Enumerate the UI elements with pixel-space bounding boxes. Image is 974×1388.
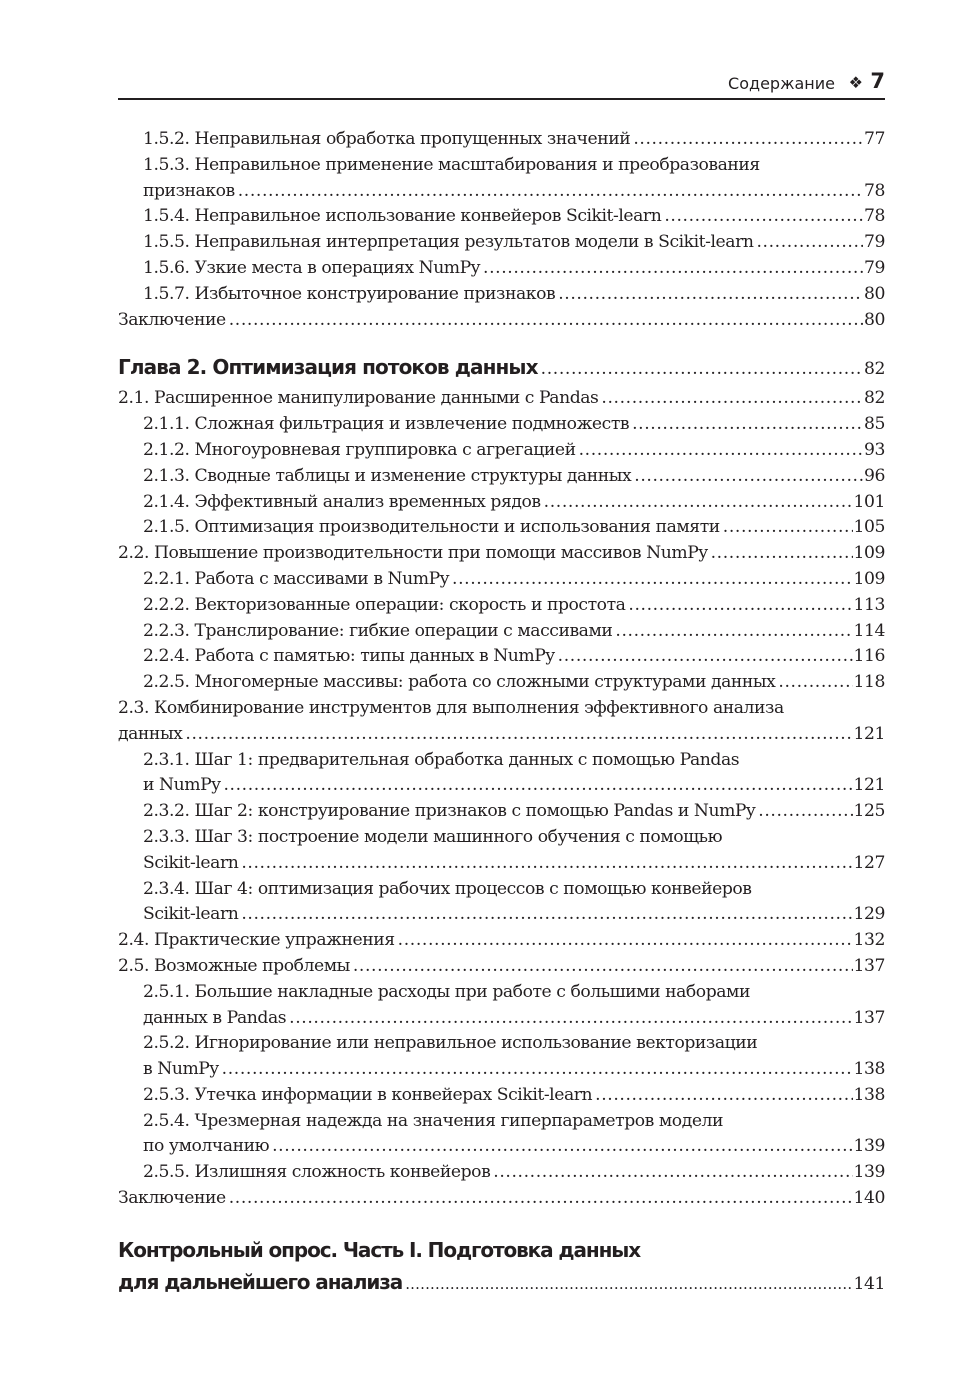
running-header <box>118 64 885 100</box>
entry-page: 82 <box>864 388 885 409</box>
dot-leader <box>633 127 863 153</box>
toc-entry-2-1[interactable] <box>118 386 885 412</box>
dot-leader <box>758 799 852 825</box>
dot-leader <box>664 204 863 230</box>
ornament-icon: ❖ <box>848 73 863 92</box>
toc-entry-2-5-4-cont[interactable] <box>118 1134 885 1160</box>
entry-title: Избыточное конструирование признаков <box>194 283 556 304</box>
entry-number: 2.2.1. <box>143 568 190 589</box>
dot-leader <box>756 230 863 256</box>
chapter-title: Глава 2. Оптимизация потоков данных <box>118 355 538 380</box>
entry-page: 96 <box>864 465 885 486</box>
toc-entry-2-2-3[interactable] <box>118 619 885 645</box>
entry-title-continued: признаков <box>143 180 235 201</box>
entry-title: Шаг 3: построение модели машинного обучения с помощью <box>194 826 723 847</box>
entry-title: Работа с памятью: типы данных в NumPy <box>194 646 555 667</box>
entry-number: 2.3.4. <box>143 878 190 899</box>
entry-number: 2.3.2. <box>143 801 190 822</box>
entry-page: 139 <box>853 1136 885 1157</box>
running-header-title: Содержание <box>728 74 835 93</box>
entry-number: 2.5.5. <box>143 1162 190 1183</box>
toc-entry-2-4[interactable] <box>118 928 885 954</box>
toc-entry-2-5-4[interactable] <box>118 1109 885 1135</box>
toc-entry-2-3-1-cont[interactable] <box>118 773 885 799</box>
dot-leader <box>632 412 863 438</box>
dot-leader <box>634 464 863 490</box>
entry-number: 1.5.2. <box>143 129 190 149</box>
entry-number: 2.2.5. <box>143 672 190 693</box>
dot-leader <box>405 1268 852 1300</box>
entry-page: 121 <box>853 723 885 744</box>
entry-number: 2.3.1. <box>143 749 190 770</box>
toc-part-quiz-cont[interactable] <box>118 1266 885 1298</box>
entry-title: Неправильное использование конвейеров Scikit-learn <box>194 206 662 227</box>
toc-entry-2-2-4[interactable] <box>118 644 885 670</box>
entry-page: 139 <box>853 1162 885 1183</box>
dot-leader <box>579 438 863 464</box>
dot-leader <box>223 773 852 799</box>
entry-title-continued: по умолчанию <box>143 1136 270 1157</box>
toc-entry-2-1-2[interactable] <box>118 438 885 464</box>
toc-entry-1-5-7[interactable] <box>118 282 885 308</box>
entry-page: 85 <box>864 414 885 435</box>
toc-entry-2-3-4[interactable] <box>118 877 885 903</box>
toc-entry-1-5-3[interactable] <box>118 153 885 179</box>
toc-entry-2-1-1[interactable] <box>118 412 885 438</box>
entry-page: 140 <box>853 1188 885 1209</box>
entry-page: 80 <box>864 309 885 330</box>
toc-entry-2-5-2[interactable] <box>118 1031 885 1057</box>
entry-title: Многомерные массивы: работа со сложными структурами данных <box>194 672 776 693</box>
toc-entry-2-1-3[interactable] <box>118 464 885 490</box>
entry-number: 2.1.3. <box>143 465 190 486</box>
entry-number: 1.5.4. <box>143 206 190 227</box>
dot-leader <box>628 593 852 619</box>
entry-number: 2.5.2. <box>143 1033 190 1054</box>
entry-number: 2.5. <box>118 955 149 976</box>
dot-leader <box>289 1006 852 1032</box>
entry-title: Практические упражнения <box>154 930 395 951</box>
entry-title-continued: данных <box>118 723 183 744</box>
entry-page: 129 <box>853 904 885 925</box>
toc-entry-2-5-1-cont[interactable] <box>118 1006 885 1032</box>
entry-title-continued: Scikit-learn <box>143 904 239 925</box>
dot-leader <box>238 179 863 205</box>
entry-page: 114 <box>853 620 885 641</box>
table-of-contents <box>118 127 885 1298</box>
entry-number: 2.3.3. <box>143 826 190 847</box>
entry-title: Заключение <box>118 309 226 330</box>
toc-entry-conclusion-2[interactable] <box>118 1186 885 1212</box>
dot-leader <box>241 851 852 877</box>
entry-title: Неправильное применение масштабирования и преобразования <box>194 154 760 175</box>
entry-title: Игнорирование или неправильное использование векторизации <box>194 1033 758 1054</box>
toc-entry-2-2[interactable] <box>118 541 885 567</box>
entry-number: 2.4. <box>118 930 149 951</box>
entry-number: 2.1.4. <box>143 491 190 512</box>
toc-entry-1-5-6[interactable] <box>118 256 885 282</box>
entry-number: 2.1.5. <box>143 517 190 538</box>
entry-title: Повышение производительности при помощи массивов NumPy <box>154 543 708 564</box>
toc-entry-2-2-5[interactable] <box>118 670 885 696</box>
toc-entry-1-5-5[interactable] <box>118 230 885 256</box>
dot-leader <box>493 1160 852 1186</box>
entry-number: 2.5.1. <box>143 981 190 1002</box>
toc-entry-2-5-2-cont[interactable] <box>118 1057 885 1083</box>
entry-title-continued: в NumPy <box>143 1059 219 1080</box>
dot-leader <box>272 1134 852 1160</box>
toc-entry-2-5-3[interactable] <box>118 1083 885 1109</box>
dot-leader <box>398 928 853 954</box>
entry-title: Утечка информации в конвейерах Scikit-learn <box>194 1084 593 1105</box>
part-title-continued: для дальнейшего анализа <box>118 1269 403 1294</box>
toc-entry-2-3-3[interactable] <box>118 825 885 851</box>
toc-entry-2-1-5[interactable] <box>118 515 885 541</box>
entry-title-continued: Scikit-learn <box>143 852 239 873</box>
entry-title: Возможные проблемы <box>154 955 350 976</box>
entry-number: 2.1.1. <box>143 414 190 435</box>
toc-entry-2-3-cont[interactable] <box>118 722 885 748</box>
dot-leader <box>544 490 853 516</box>
entry-number: 1.5.7. <box>143 283 190 304</box>
toc-entry-conclusion-1[interactable] <box>118 308 885 334</box>
entry-number: 2.2.4. <box>143 646 190 667</box>
dot-leader <box>241 902 852 928</box>
entry-title: Шаг 2: конструирование признаков с помощью Pandas и NumPy <box>194 801 756 822</box>
entry-page: 109 <box>853 543 885 564</box>
entry-page: 132 <box>853 930 885 951</box>
entry-page: 101 <box>853 491 885 512</box>
toc-chapter-2[interactable] <box>118 352 885 382</box>
toc-entry-2-2-2[interactable] <box>118 593 885 619</box>
dot-leader <box>558 282 863 308</box>
entry-title: Большие накладные расходы при работе с большими наборами <box>194 981 750 1002</box>
entry-title: Узкие места в операциях NumPy <box>194 257 481 278</box>
dot-leader <box>711 541 853 567</box>
dot-leader <box>229 1186 853 1212</box>
entry-number: 1.5.6. <box>143 257 190 278</box>
entry-title: Оптимизация производительности и использования памяти <box>194 517 720 538</box>
part-title: Контрольный опрос. Часть I. Подготовка данных <box>118 1237 641 1262</box>
entry-title: Неправильная обработка пропущенных значений <box>194 129 631 149</box>
dot-leader <box>601 386 863 412</box>
entry-title: Заключение <box>118 1188 226 1209</box>
entry-page: 93 <box>864 439 885 460</box>
entry-page: 138 <box>853 1059 885 1080</box>
entry-page: 125 <box>853 801 885 822</box>
dot-leader <box>452 567 853 593</box>
entry-page: 127 <box>853 852 885 873</box>
entry-number: 2.2.2. <box>143 594 190 615</box>
toc-entry-2-3[interactable] <box>118 696 885 722</box>
entry-page: 137 <box>853 1007 885 1028</box>
dot-leader <box>778 670 852 696</box>
entry-title: Многоуровневая группировка с агрегацией <box>194 439 576 460</box>
dot-leader <box>558 644 853 670</box>
toc-entry-1-5-4[interactable] <box>118 204 885 230</box>
toc-entry-1-5-3-cont[interactable] <box>118 179 885 205</box>
toc-entry-2-3-2[interactable] <box>118 799 885 825</box>
toc-entry-1-5-2[interactable] <box>118 127 885 153</box>
entry-title: Неправильная интерпретация результатов модели в Scikit-learn <box>194 232 754 253</box>
dot-leader <box>353 954 853 980</box>
entry-number: 1.5.3. <box>143 154 190 175</box>
entry-number: 2.5.4. <box>143 1110 190 1131</box>
entry-title-continued: данных в Pandas <box>143 1007 287 1028</box>
entry-title: Векторизованные операции: скорость и простота <box>194 594 626 615</box>
entry-number: 2.3. <box>118 697 149 718</box>
toc-entry-2-2-1[interactable] <box>118 567 885 593</box>
dot-leader <box>615 619 852 645</box>
entry-title: Эффективный анализ временных рядов <box>194 491 541 512</box>
page-number: 7 <box>870 69 885 93</box>
dot-leader <box>222 1057 853 1083</box>
entry-title: Транслирование: гибкие операции с массивами <box>194 620 613 641</box>
entry-title-continued: и NumPy <box>143 775 221 796</box>
part-page: 141 <box>853 1273 885 1294</box>
entry-title: Работа с массивами в NumPy <box>194 568 449 589</box>
entry-page: 118 <box>853 672 885 693</box>
dot-leader <box>595 1083 852 1109</box>
entry-page: 138 <box>853 1084 885 1105</box>
entry-number: 2.5.3. <box>143 1084 190 1105</box>
entry-number: 2.1.2. <box>143 439 190 460</box>
toc-part-quiz[interactable] <box>118 1234 885 1266</box>
entry-number: 1.5.5. <box>143 232 190 253</box>
entry-title: Чрезмерная надежда на значения гиперпараметров модели <box>194 1110 724 1131</box>
entry-number: 2.2.3. <box>143 620 190 641</box>
entry-title: Сложная фильтрация и извлечение подмножеств <box>194 414 630 435</box>
dot-leader <box>541 354 863 384</box>
entry-page: 79 <box>864 232 885 253</box>
entry-page: 109 <box>853 568 885 589</box>
toc-entry-2-5-5[interactable] <box>118 1160 885 1186</box>
entry-page: 105 <box>853 517 885 538</box>
entry-page: 121 <box>853 775 885 796</box>
entry-title: Расширенное манипулирование данными с Pandas <box>154 388 599 409</box>
entry-title: Излишняя сложность конвейеров <box>194 1162 491 1183</box>
entry-page: 77 <box>864 129 885 149</box>
entry-title: Шаг 1: предварительная обработка данных с помощью Pandas <box>194 749 740 770</box>
entry-number: 2.1. <box>118 388 149 409</box>
dot-leader <box>185 722 852 748</box>
toc-entry-2-3-3-cont[interactable] <box>118 851 885 877</box>
entry-title: Сводные таблицы и изменение структуры данных <box>194 465 632 486</box>
entry-page: 137 <box>853 955 885 976</box>
entry-page: 80 <box>864 283 885 304</box>
entry-title: Комбинирование инструментов для выполнения эффективного анализа <box>154 697 784 718</box>
toc-entry-2-5[interactable] <box>118 954 885 980</box>
dot-leader <box>229 308 863 334</box>
entry-page: 79 <box>864 257 885 278</box>
entry-title: Шаг 4: оптимизация рабочих процессов с помощью конвейеров <box>194 878 752 899</box>
toc-entry-2-5-1[interactable] <box>118 980 885 1006</box>
toc-entry-2-3-1[interactable] <box>118 748 885 774</box>
entry-page: 116 <box>853 646 885 667</box>
entry-number: 2.2. <box>118 543 149 564</box>
entry-page: 113 <box>853 594 885 615</box>
dot-leader <box>723 515 853 541</box>
entry-page: 78 <box>864 206 885 227</box>
entry-page: 78 <box>864 180 885 201</box>
chapter-page: 82 <box>864 359 885 380</box>
toc-entry-2-1-4[interactable] <box>118 490 885 516</box>
toc-entry-2-3-4-cont[interactable] <box>118 902 885 928</box>
dot-leader <box>483 256 863 282</box>
